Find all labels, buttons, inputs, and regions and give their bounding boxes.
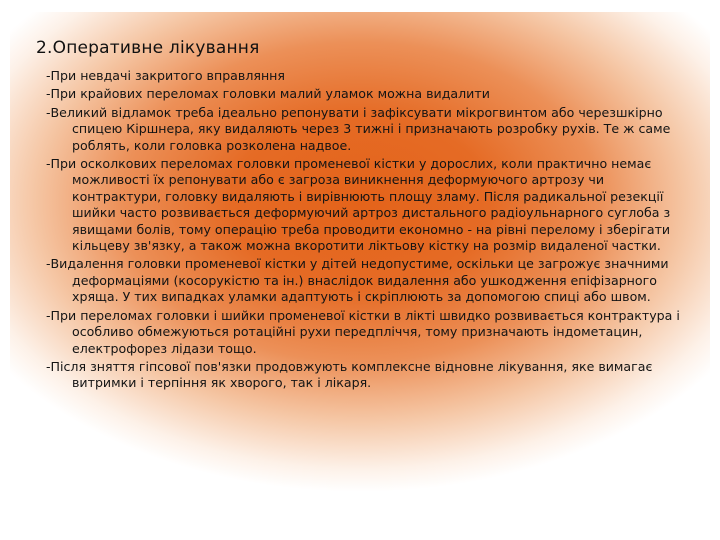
bullet-item: -При переломах головки і шийки променевої кістки в лікті швидко розвивається контрактура і особливо обмежуються ротаційні рухи передпліччя, тому призначають індометацин, електрофорез лідази тощо. <box>46 307 680 356</box>
bullet-item: -При осколкових переломах головки променевої кістки у дорослих, коли практично немає можливості їх репонувати або є загроза виникнення деформуючого артрозу чи контрактури, головку видаляють і вирівнюють площу зламу. Після радикальної резекції шийки часто розвивається деформуючий артроз дистального радіоульнарного суглоба з явищами болів, тому операцію треба проводити економно - на рівні перелому і зберігати кільцеву зв'язку, а також можна вкоротити ліктьову кістку на розмір видаленої частки. <box>46 156 671 254</box>
bullet-item: -Великий відламок треба ідеально репонувати і зафіксувати мікрогвинтом або черезшкірно спицею Кіршнера, яку видаляють через 3 тижні і призначають розробку рухів. Те ж саме роблять, коли головка розколена надвое. <box>46 104 671 153</box>
bullet-item: -Видалення головки променевої кістки у дітей недопустиме, оскільки це загрожує значними деформаціями (косорукістю та ін.) внаслідок видалення або ушкодження епіфізарного хряща. У тих випадках уламки адаптують і скріплюють за допомогою спиці або швом. <box>46 256 669 305</box>
slide <box>10 12 710 512</box>
bullet-list <box>46 68 696 394</box>
bullet-item: -При невдачі закритого вправляння <box>46 68 285 83</box>
bullet-item: -Після зняття гіпсової пов'язки продовжують комплексне відновне лікування, яке вимагає витримки і терпіння як хворого, так і лікаря. <box>46 358 653 391</box>
bullet-item: -При крайових переломах головки малий уламок можна видалити <box>46 86 490 102</box>
slide-title: 2.Оперативне лікування <box>36 38 260 58</box>
